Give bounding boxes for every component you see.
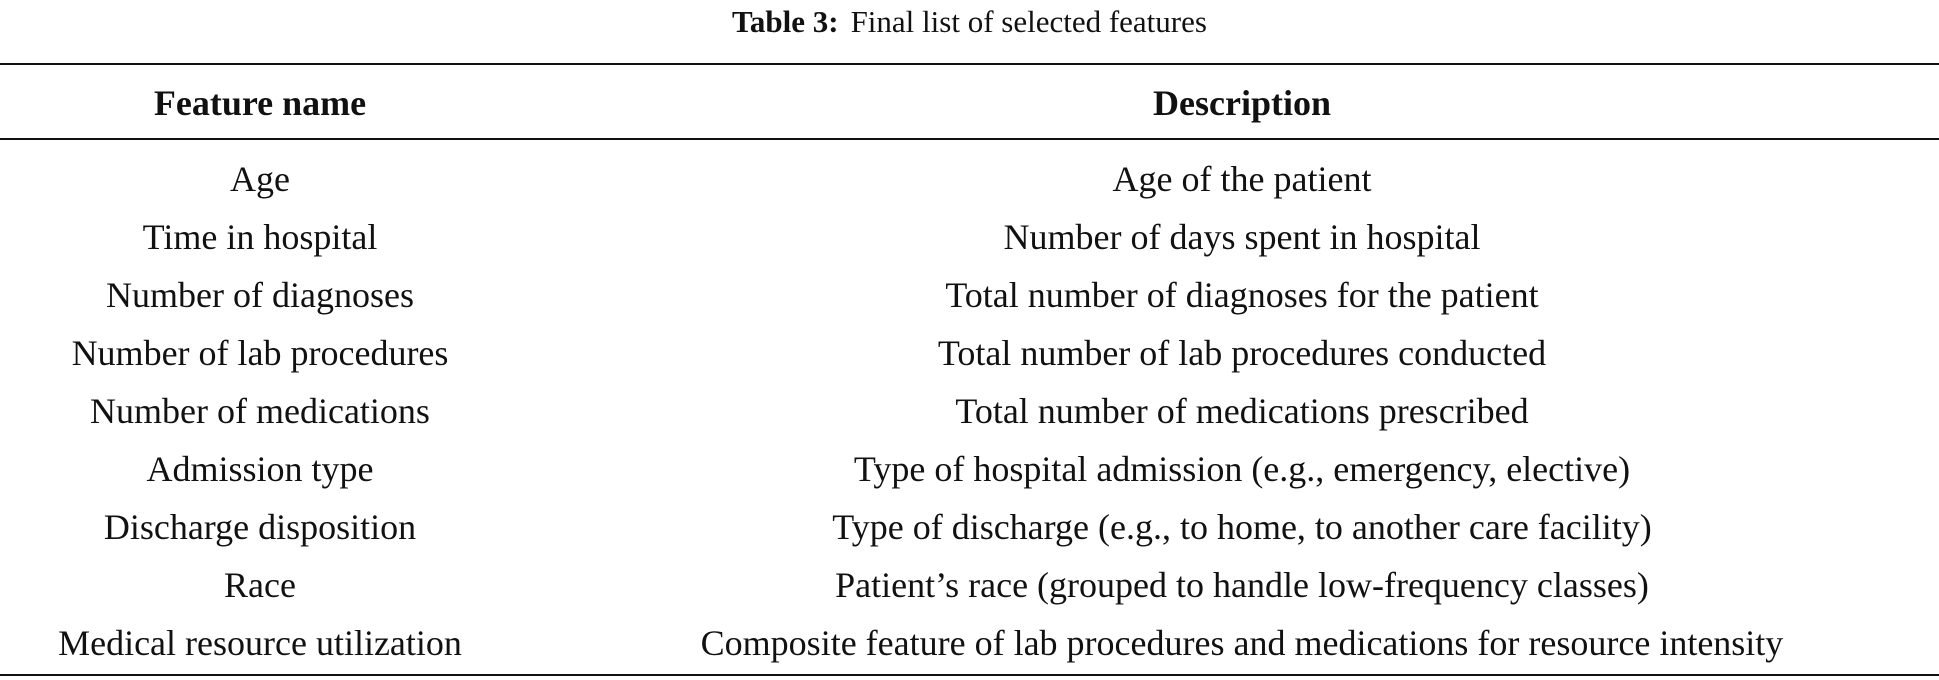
table-row — [0, 614, 1939, 672]
feature-name-cell: Time in hospital — [142, 217, 378, 257]
header-description: Description — [1153, 83, 1331, 123]
header-feature-name: Feature name — [153, 83, 367, 123]
description-cell: Patient’s race (grouped to handle low-frequency classes) — [835, 565, 1649, 605]
table-row — [0, 440, 1939, 498]
table-row — [0, 150, 1939, 208]
feature-name-cell: Number of diagnoses — [106, 275, 414, 315]
table-row — [0, 498, 1939, 556]
description-cell: Type of discharge (e.g., to home, to another care facility) — [832, 507, 1652, 547]
feature-name-cell: Medical resource utilization — [58, 623, 462, 663]
feature-name-cell: Age — [230, 159, 290, 199]
table-caption-text: Final list of selected features — [850, 4, 1207, 39]
description-cell: Composite feature of lab procedures and medications for resource intensity — [700, 623, 1784, 663]
description-cell: Number of days spent in hospital — [1003, 217, 1481, 257]
description-cell: Age of the patient — [1112, 159, 1372, 199]
feature-name-cell: Discharge disposition — [103, 507, 417, 547]
table-caption — [0, 0, 1939, 44]
table-row — [0, 382, 1939, 440]
table-row — [0, 556, 1939, 614]
table-row — [0, 266, 1939, 324]
description-cell: Total number of diagnoses for the patient — [945, 275, 1539, 315]
feature-name-cell: Admission type — [146, 449, 374, 489]
table-row — [0, 324, 1939, 382]
description-cell: Total number of lab procedures conducted — [937, 333, 1547, 373]
feature-name-cell: Race — [224, 565, 296, 605]
table-body — [0, 150, 1939, 672]
table-caption-label: Table 3: — [732, 4, 839, 39]
feature-name-cell: Number of medications — [90, 391, 430, 431]
description-cell: Total number of medications prescribed — [955, 391, 1529, 431]
table-row — [0, 208, 1939, 266]
feature-name-cell: Number of lab procedures — [71, 333, 449, 373]
table-bottom-rule — [0, 674, 1939, 676]
description-cell: Type of hospital admission (e.g., emergency, elective) — [853, 449, 1631, 489]
table-header-row — [0, 65, 1939, 138]
table-header-rule — [0, 138, 1939, 140]
